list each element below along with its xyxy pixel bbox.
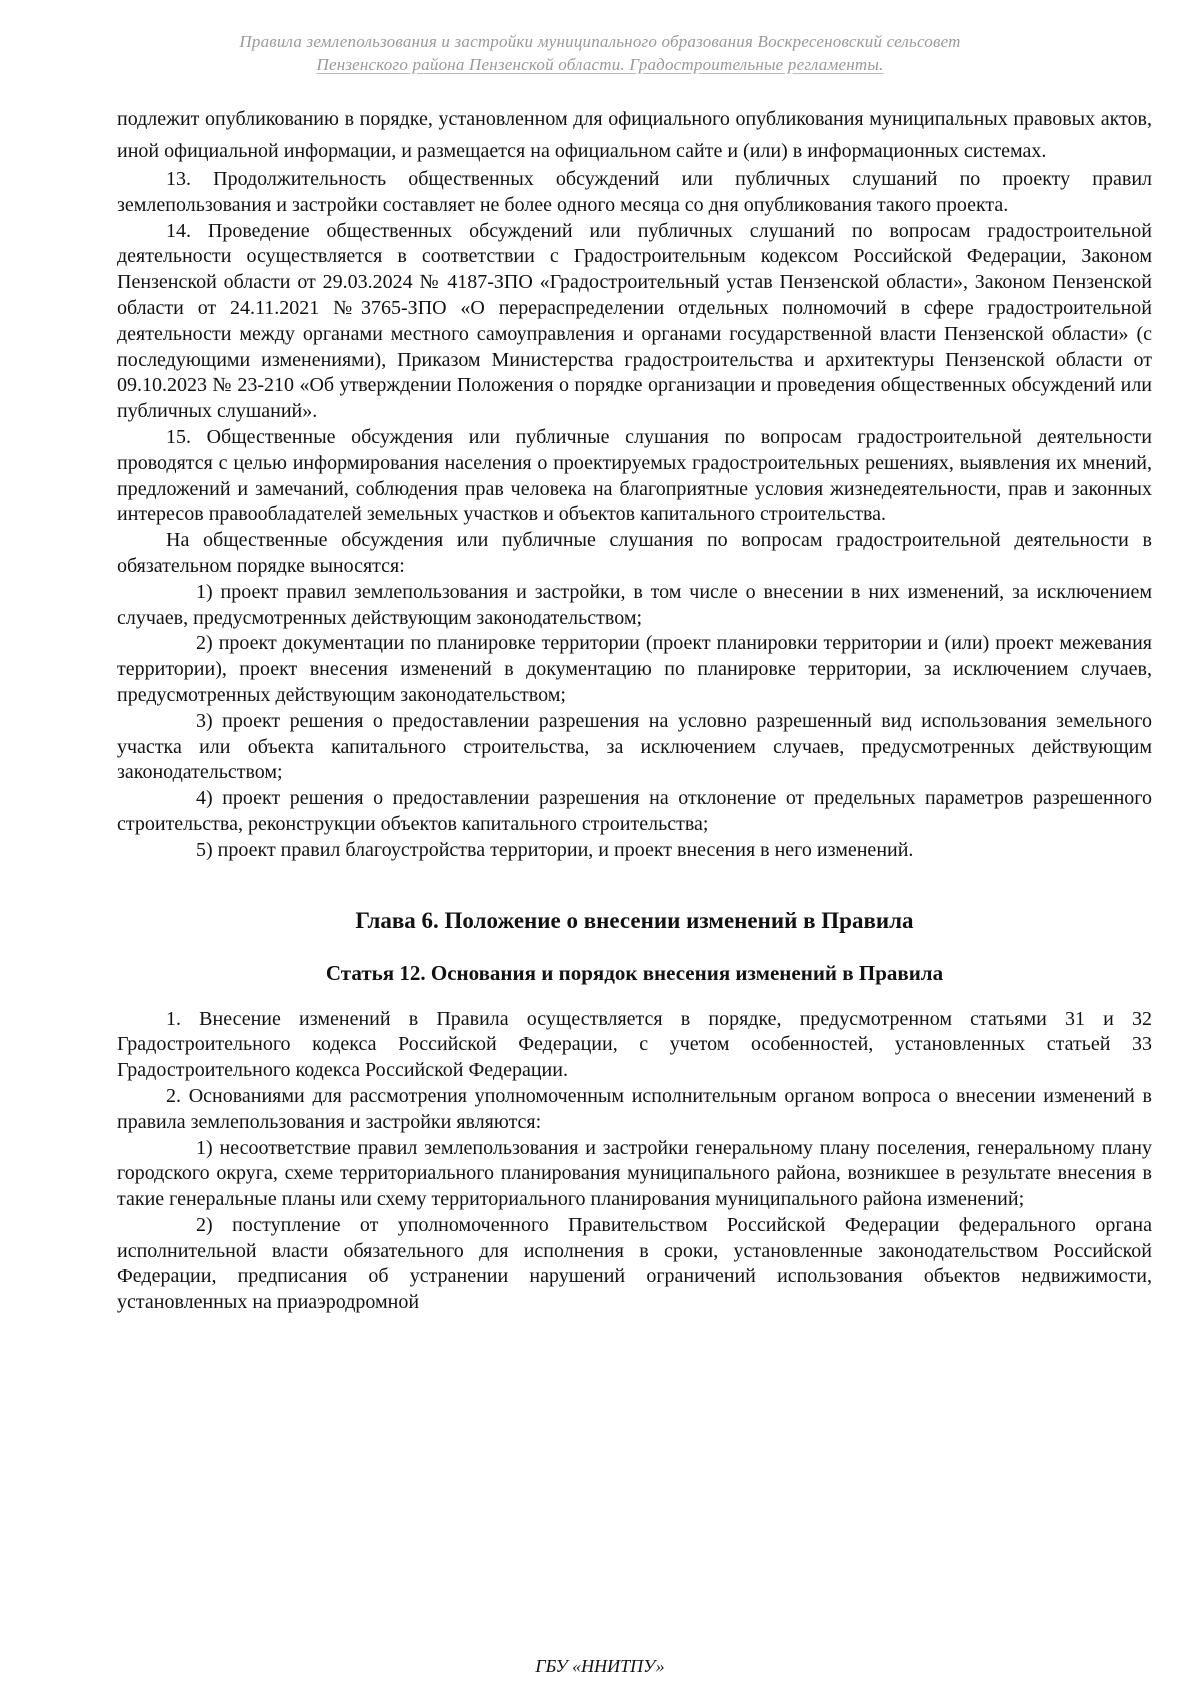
list-item-1: 1) проект правил землепользования и застройки, в том числе о внесении в них изменений, за исключением случаев, предусмотренных действующим законодательством; — [117, 580, 1152, 629]
article-list-item-2: 2) поступление от уполномоченного Правительством Российской Федерации федерального органа исполнительной власти обязательного для исполнения в сроки, установленные законодательством Российской Федерации, предписания об устранении нарушений ограничений использования объектов недвижимости, установленных на приаэродромной — [117, 1213, 1152, 1314]
article-title: Статья 12. Основания и порядок внесения изменений в Правила — [325, 960, 944, 985]
paragraph-continuation: подлежит опубликованию в порядке, установленном для официального опубликования муниципальных правовых актов, иной официальной информации, и размещается на официальном сайте и (или) в информационных системах. — [117, 108, 1152, 162]
paragraph-item-14: 14. Проведение общественных обсуждений или публичных слушаний по вопросам градостроительной деятельности осуществляется в соответствии с Градостроительным кодексом Российской Федерации, Законом Пензенской области от 29.03.2024 № 4187-ЗПО «Градостроительный устав Пензенской области», Законом Пензенской области от 24.11.2021 №3765-ЗПО «О перераспределении отдельных полномочий в сфере градостроительной деятельности между органами местного самоуправления и органами государственной власти Пензенской области» (с последующими изменениями), Приказом Министерства градостроительства и архитектуры Пензенской области от 09.10.2023 № 23-210 «Об утверждении Положения о порядке организации и проведения общественных обсуждений или публичных слушаний». — [117, 219, 1152, 423]
paragraph-item-13: 13. Продолжительность общественных обсуждений или публичных слушаний по проекту правил землепользования и застройки составляет не более одного месяца со дня опубликования такого проекта. — [117, 168, 1152, 216]
list-item-4: 4) проект решения о предоставлении разрешения на отклонение от предельных параметров разрешенного строительства, реконструкции объектов капитального строительства; — [117, 787, 1152, 835]
paragraph-list-intro: На общественные обсуждения или публичные слушания по вопросам градостроительной деятельности в обязательном порядке выносятся: — [117, 529, 1152, 577]
header-line-2: Пензенского района Пензенской области. Градостроительные регламенты. — [316, 55, 884, 74]
running-header — [0, 30, 1200, 76]
header-line-1: Правила землепользования и застройки муниципального образования Воскресеновский сельсовет — [239, 32, 961, 51]
article-paragraph-1: 1. Внесение изменений в Правила осуществляется в порядке, предусмотренном статьями 31 и 32 Градостроительного кодекса Российской Федерации, с учетом особенностей, установленных статьей 33 Градостроительного кодекса Российской Федерации. — [117, 1007, 1152, 1082]
chapter-title: Глава 6. Положение о внесении изменений в Правила — [355, 907, 914, 933]
running-footer: ГБУ «ННИТПУ» — [535, 1656, 665, 1676]
list-item-3: 3) проект решения о предоставлении разрешения на условно разрешенный вид использования земельного участка или объекта капитального строительства, за исключением случаев, предусмотренных действующим законодательством; — [117, 709, 1152, 784]
paragraph-item-15: 15. Общественные обсуждения или публичные слушания по вопросам градостроительной деятельности проводятся с целью информирования населения о проектируемых градостроительных решениях, выявления их мнений, предложений и замечаний, соблюдения прав человека на благоприятные условия жизнедеятельности, прав и законных интересов правообладателей земельных участков и объектов капитального строительства. — [117, 425, 1152, 526]
article-paragraph-2: 2. Основаниями для рассмотрения уполномоченным исполнительным органом вопроса о внесении изменений в правила землепользования и застройки являются: — [117, 1084, 1152, 1133]
list-item-5: 5) проект правил благоустройства территории, и проект внесения в него изменений. — [196, 838, 914, 861]
article-list-item-1: 1) несоответствие правил землепользования и застройки генеральному плану поселения, генеральному плану городского округа, схеме территориального планирования муниципального района, возникшее в результате внесения в такие генеральные планы или схему территориального планирования муниципального района изменений; — [117, 1136, 1152, 1211]
list-item-2: 2) проект документации по планировке территории (проект планировки территории и (или) проект межевания территории), проект внесения изменений в документацию по планировке территории, за исключением случаев, предусмотренных действующим законодательством; — [117, 632, 1152, 706]
document-body — [117, 103, 1152, 1316]
